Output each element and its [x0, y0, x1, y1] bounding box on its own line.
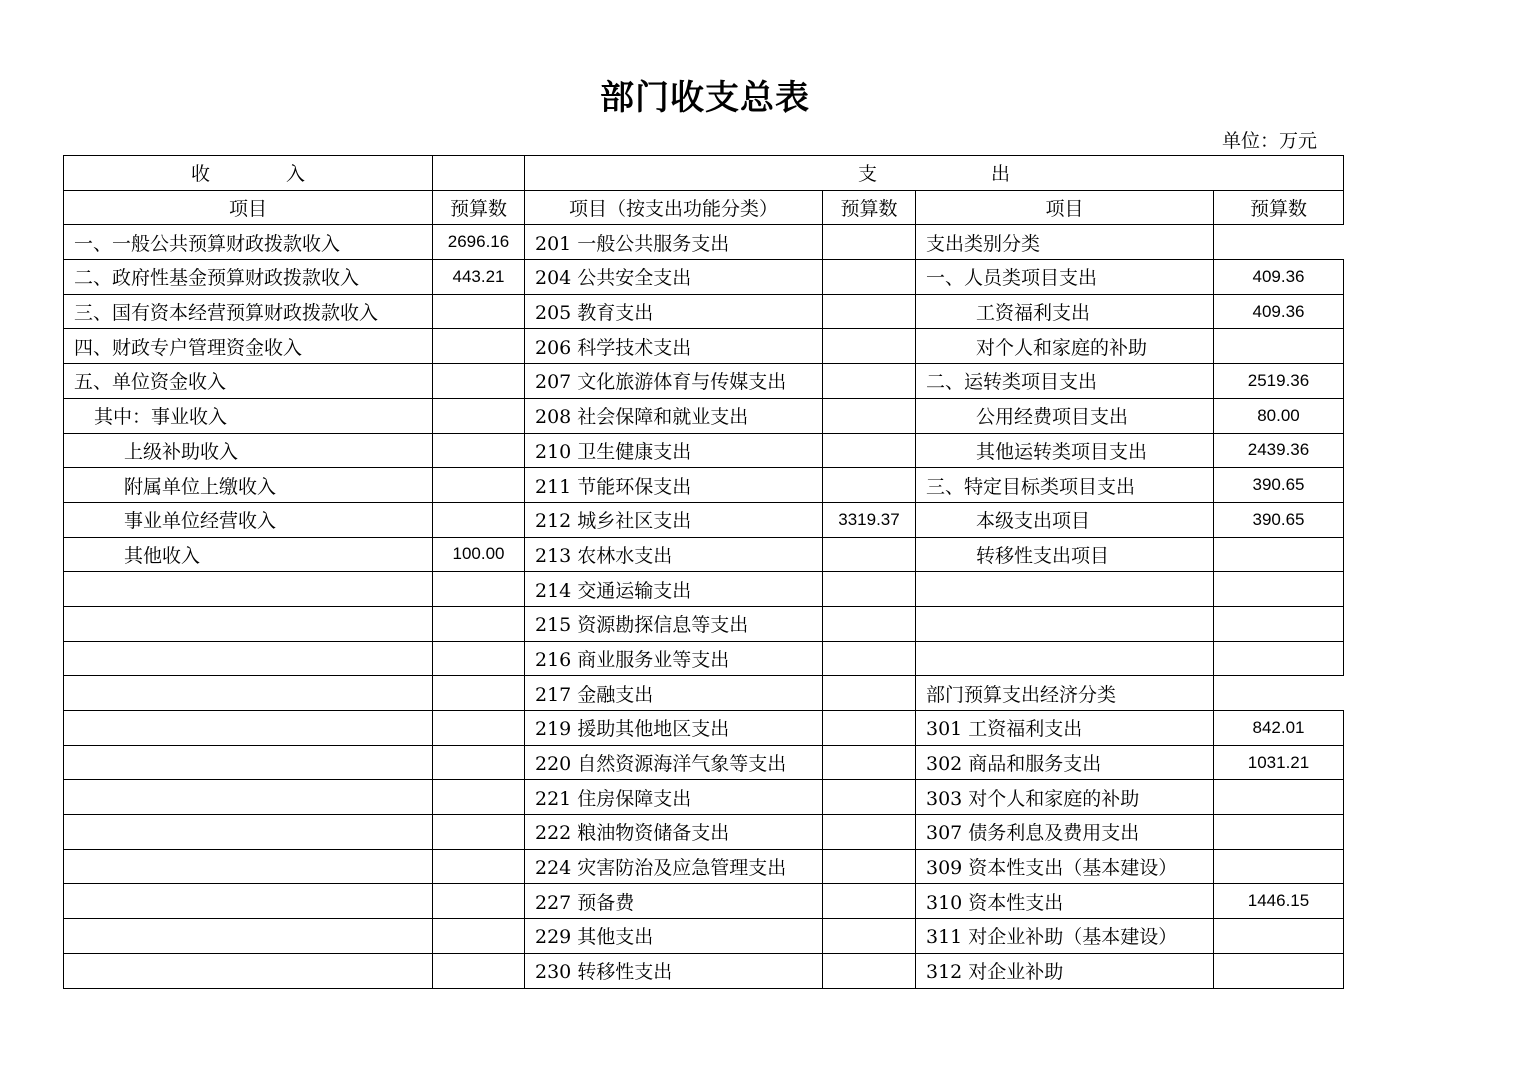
table-row	[64, 468, 1344, 503]
function-item-cell: 206 科学技术支出	[525, 329, 823, 364]
income-item-header: 项目	[64, 190, 433, 225]
function-value-cell	[823, 398, 916, 433]
economic-budget-header: 预算数	[1214, 190, 1344, 225]
income-item-cell	[64, 919, 433, 954]
economic-value-cell	[1214, 676, 1344, 711]
economic-value-cell	[1214, 953, 1344, 988]
economic-value-cell	[1214, 572, 1344, 607]
function-value-cell	[823, 468, 916, 503]
table-row	[64, 225, 1344, 260]
table-row	[64, 329, 1344, 364]
economic-item-cell: 公用经费项目支出	[916, 398, 1214, 433]
function-value-cell	[823, 537, 916, 572]
table-row	[64, 780, 1344, 815]
economic-item-cell	[916, 606, 1214, 641]
table-row	[64, 711, 1344, 746]
table-row	[64, 676, 1344, 711]
header-row-2	[64, 190, 1344, 225]
function-item-cell: 227 预备费	[525, 884, 823, 919]
economic-value-cell: 2439.36	[1214, 433, 1344, 468]
table-row	[64, 398, 1344, 433]
economic-value-cell: 1446.15	[1214, 884, 1344, 919]
income-item-cell	[64, 572, 433, 607]
income-item-cell	[64, 884, 433, 919]
economic-item-cell: 311 对企业补助（基本建设）	[916, 919, 1214, 954]
table-row	[64, 502, 1344, 537]
economic-value-cell	[1214, 849, 1344, 884]
income-value-cell	[433, 502, 525, 537]
economic-item-cell: 二、运转类项目支出	[916, 364, 1214, 399]
function-value-cell	[823, 849, 916, 884]
economic-item-cell: 工资福利支出	[916, 294, 1214, 329]
economic-value-cell: 2519.36	[1214, 364, 1344, 399]
function-value-cell	[823, 641, 916, 676]
function-item-cell: 222 粮油物资储备支出	[525, 815, 823, 850]
income-value-cell	[433, 745, 525, 780]
income-value-cell	[433, 398, 525, 433]
economic-value-cell	[1214, 225, 1344, 260]
economic-value-cell	[1214, 537, 1344, 572]
table-row	[64, 606, 1344, 641]
economic-item-cell: 303 对个人和家庭的补助	[916, 780, 1214, 815]
function-item-cell: 208 社会保障和就业支出	[525, 398, 823, 433]
economic-item-cell	[916, 572, 1214, 607]
economic-item-cell: 一、人员类项目支出	[916, 260, 1214, 295]
table-row	[64, 745, 1344, 780]
income-item-cell: 二、政府性基金预算财政拨款收入	[64, 260, 433, 295]
table-row	[64, 294, 1344, 329]
income-value-cell	[433, 641, 525, 676]
function-value-cell: 3319.37	[823, 502, 916, 537]
page-title: 部门收支总表	[600, 78, 810, 118]
economic-value-cell	[1214, 815, 1344, 850]
function-item-cell: 215 资源勘探信息等支出	[525, 606, 823, 641]
income-value-cell: 100.00	[433, 537, 525, 572]
economic-item-cell: 302 商品和服务支出	[916, 745, 1214, 780]
function-value-cell	[823, 572, 916, 607]
function-item-cell: 211 节能环保支出	[525, 468, 823, 503]
economic-value-cell	[1214, 329, 1344, 364]
function-value-cell	[823, 433, 916, 468]
function-value-cell	[823, 294, 916, 329]
income-item-cell: 其中：事业收入	[64, 398, 433, 433]
income-value-cell	[433, 711, 525, 746]
income-item-cell: 五、单位资金收入	[64, 364, 433, 399]
function-item-cell: 204 公共安全支出	[525, 260, 823, 295]
economic-value-cell: 409.36	[1214, 294, 1344, 329]
economic-value-cell	[1214, 919, 1344, 954]
economic-value-cell: 1031.21	[1214, 745, 1344, 780]
income-item-cell	[64, 676, 433, 711]
income-item-cell: 上级补助收入	[64, 433, 433, 468]
income-value-cell: 443.21	[433, 260, 525, 295]
table-row	[64, 953, 1344, 988]
economic-item-cell	[916, 641, 1214, 676]
function-item-cell: 207 文化旅游体育与传媒支出	[525, 364, 823, 399]
income-item-cell	[64, 641, 433, 676]
income-value-cell	[433, 676, 525, 711]
function-item-cell: 230 转移性支出	[525, 953, 823, 988]
income-value-cell	[433, 294, 525, 329]
function-item-cell: 201 一般公共服务支出	[525, 225, 823, 260]
economic-item-cell: 310 资本性支出	[916, 884, 1214, 919]
economic-item-cell: 转移性支出项目	[916, 537, 1214, 572]
function-value-cell	[823, 260, 916, 295]
header-row-1	[64, 156, 1344, 191]
function-value-cell	[823, 329, 916, 364]
income-value-cell	[433, 468, 525, 503]
income-value-cell	[433, 849, 525, 884]
economic-item-cell: 三、特定目标类项目支出	[916, 468, 1214, 503]
income-value-cell: 2696.16	[433, 225, 525, 260]
table-row	[64, 849, 1344, 884]
income-item-cell: 事业单位经营收入	[64, 502, 433, 537]
function-item-header: 项目（按支出功能分类）	[525, 190, 823, 225]
income-item-cell: 一、一般公共预算财政拨款收入	[64, 225, 433, 260]
table-row	[64, 884, 1344, 919]
income-item-cell	[64, 953, 433, 988]
economic-value-cell: 842.01	[1214, 711, 1344, 746]
income-value-cell	[433, 884, 525, 919]
expense-header: 支 出	[525, 156, 1344, 191]
function-item-cell: 214 交通运输支出	[525, 572, 823, 607]
function-value-cell	[823, 745, 916, 780]
empty-cell	[433, 156, 525, 191]
income-item-cell	[64, 815, 433, 850]
economic-item-header: 项目	[916, 190, 1214, 225]
income-item-cell	[64, 849, 433, 884]
income-value-cell	[433, 572, 525, 607]
economic-value-cell	[1214, 780, 1344, 815]
table-row	[64, 572, 1344, 607]
economic-item-cell: 部门预算支出经济分类	[916, 676, 1214, 711]
table-row	[64, 537, 1344, 572]
economic-item-cell: 本级支出项目	[916, 502, 1214, 537]
function-item-cell: 221 住房保障支出	[525, 780, 823, 815]
table-row	[64, 260, 1344, 295]
income-item-cell	[64, 780, 433, 815]
economic-item-cell: 301 工资福利支出	[916, 711, 1214, 746]
economic-value-cell	[1214, 641, 1344, 676]
function-value-cell	[823, 676, 916, 711]
table-row	[64, 815, 1344, 850]
function-value-cell	[823, 711, 916, 746]
economic-value-cell: 80.00	[1214, 398, 1344, 433]
income-budget-header: 预算数	[433, 190, 525, 225]
income-item-cell: 其他收入	[64, 537, 433, 572]
budget-table	[63, 155, 1344, 989]
function-value-cell	[823, 780, 916, 815]
economic-item-cell: 309 资本性支出（基本建设）	[916, 849, 1214, 884]
function-value-cell	[823, 953, 916, 988]
function-value-cell	[823, 225, 916, 260]
function-item-cell: 205 教育支出	[525, 294, 823, 329]
income-value-cell	[433, 815, 525, 850]
function-item-cell: 229 其他支出	[525, 919, 823, 954]
income-item-cell	[64, 745, 433, 780]
function-item-cell: 216 商业服务业等支出	[525, 641, 823, 676]
function-value-cell	[823, 815, 916, 850]
income-value-cell	[433, 364, 525, 399]
function-item-cell: 212 城乡社区支出	[525, 502, 823, 537]
income-item-cell: 三、国有资本经营预算财政拨款收入	[64, 294, 433, 329]
economic-item-cell: 对个人和家庭的补助	[916, 329, 1214, 364]
economic-item-cell: 支出类别分类	[916, 225, 1214, 260]
function-item-cell: 220 自然资源海洋气象等支出	[525, 745, 823, 780]
function-value-cell	[823, 884, 916, 919]
economic-item-cell: 312 对企业补助	[916, 953, 1214, 988]
table-row	[64, 433, 1344, 468]
economic-value-cell: 409.36	[1214, 260, 1344, 295]
income-item-cell	[64, 711, 433, 746]
function-value-cell	[823, 919, 916, 954]
table-row	[64, 364, 1344, 399]
income-item-cell: 附属单位上缴收入	[64, 468, 433, 503]
economic-item-cell: 307 债务利息及费用支出	[916, 815, 1214, 850]
economic-item-cell: 其他运转类项目支出	[916, 433, 1214, 468]
income-value-cell	[433, 919, 525, 954]
table-row	[64, 641, 1344, 676]
economic-value-cell: 390.65	[1214, 502, 1344, 537]
function-budget-header: 预算数	[823, 190, 916, 225]
income-item-cell	[64, 606, 433, 641]
income-value-cell	[433, 953, 525, 988]
economic-value-cell: 390.65	[1214, 468, 1344, 503]
function-item-cell: 219 援助其他地区支出	[525, 711, 823, 746]
function-value-cell	[823, 606, 916, 641]
function-value-cell	[823, 364, 916, 399]
income-value-cell	[433, 329, 525, 364]
function-item-cell: 217 金融支出	[525, 676, 823, 711]
function-item-cell: 213 农林水支出	[525, 537, 823, 572]
unit-label: 单位：万元	[1222, 130, 1318, 152]
income-value-cell	[433, 606, 525, 641]
income-header: 收 入	[64, 156, 433, 191]
economic-value-cell	[1214, 606, 1344, 641]
function-item-cell: 210 卫生健康支出	[525, 433, 823, 468]
function-item-cell: 224 灾害防治及应急管理支出	[525, 849, 823, 884]
income-value-cell	[433, 433, 525, 468]
income-value-cell	[433, 780, 525, 815]
income-item-cell: 四、财政专户管理资金收入	[64, 329, 433, 364]
table-row	[64, 919, 1344, 954]
